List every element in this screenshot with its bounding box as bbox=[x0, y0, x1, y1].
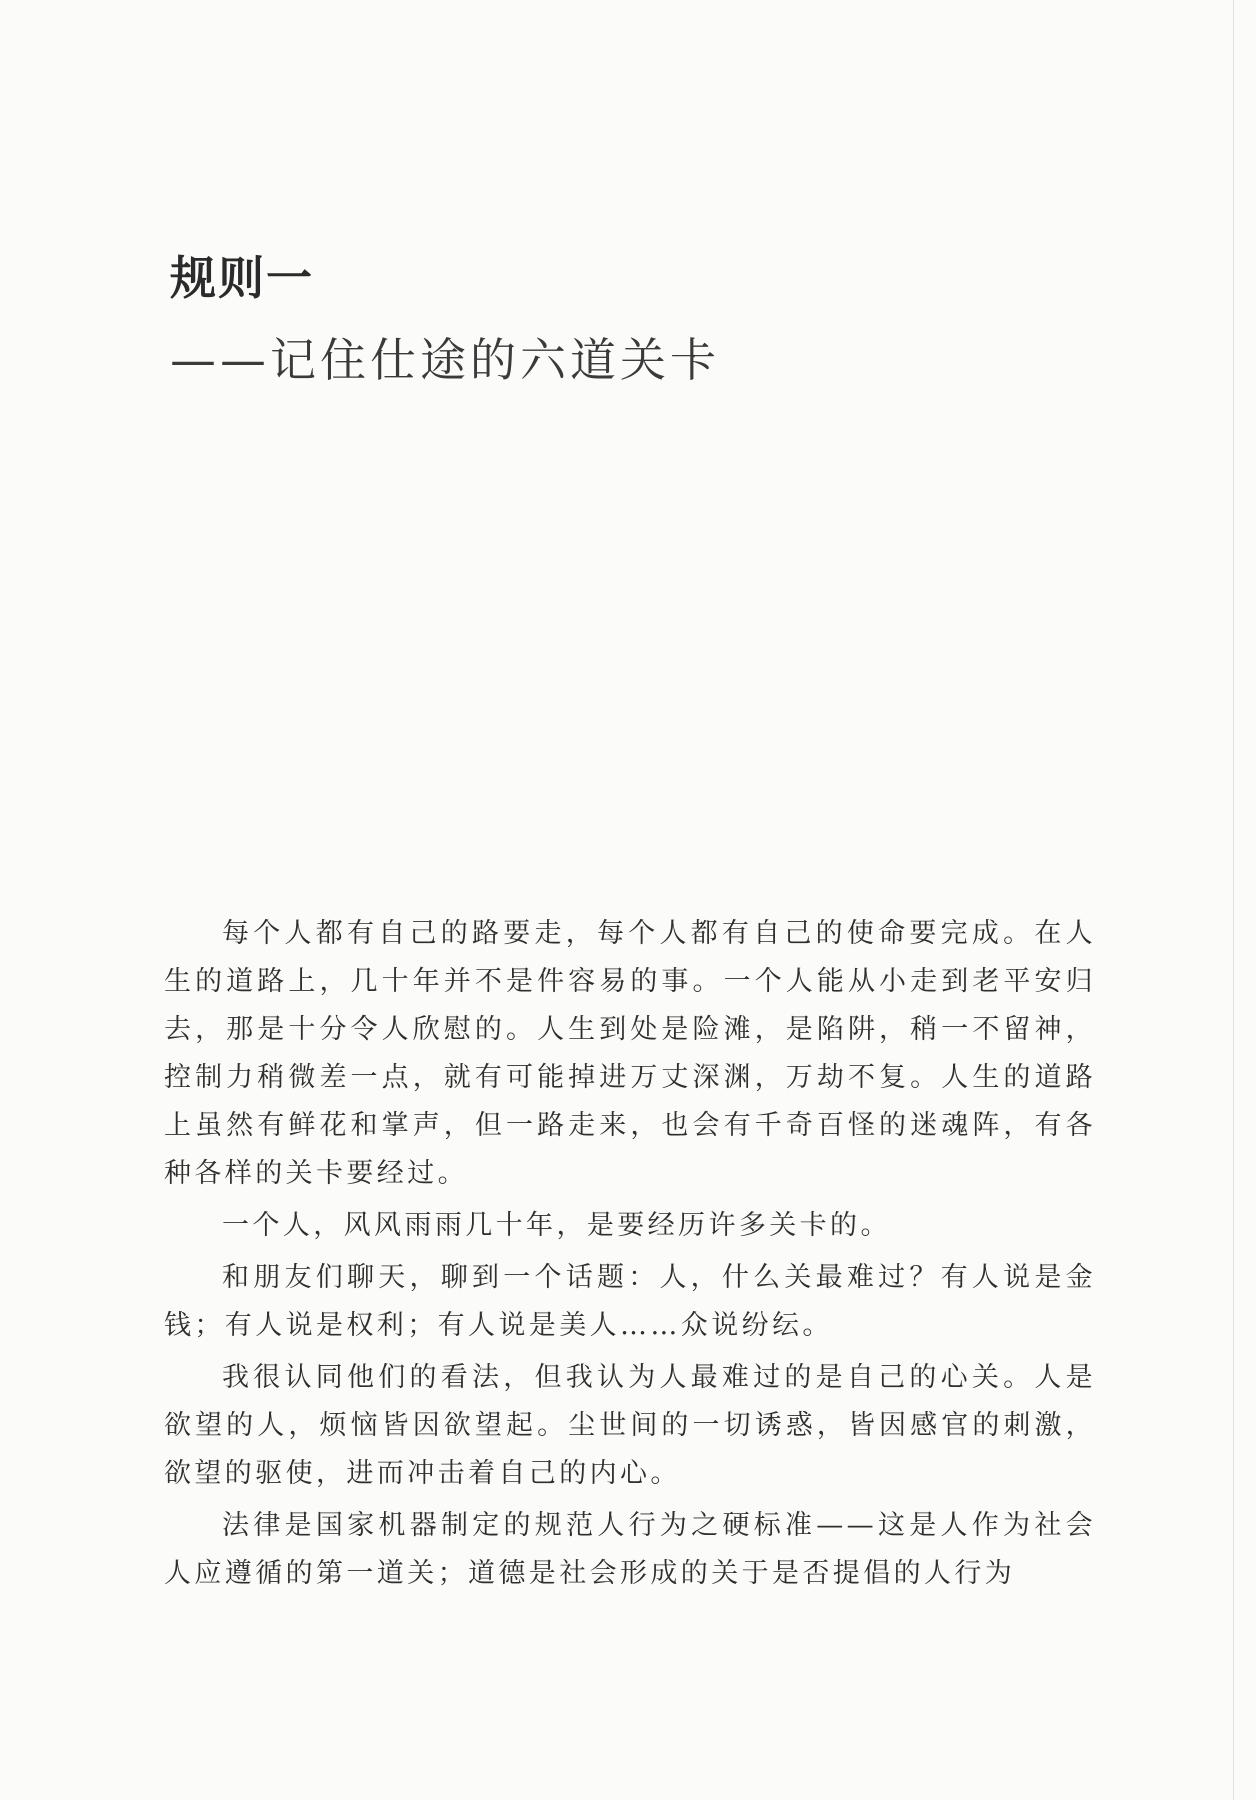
chapter-subtitle: ——记住仕途的六道关卡 bbox=[170, 333, 720, 387]
paragraph-4: 我很认同他们的看法，但我认为人最难过的是自己的心关。人是欲望的人，烦恼皆因欲望起。尘世间的一切诱惑，皆因感官的刺激，欲望的驱使，进而冲击着自己的内心。 bbox=[164, 1362, 1096, 1489]
paragraph-2: 一个人，风风雨雨几十年，是要经历许多关卡的。 bbox=[222, 1210, 891, 1241]
chapter-heading bbox=[170, 248, 1070, 390]
paragraph-1: 每个人都有自己的路要走，每个人都有自己的使命要完成。在人生的道路上，几十年并不是件容易的事。一个人能从小走到老平安归去，那是十分令人欣慰的。人生到处是险滩，是陷阱，稍一不留神，控制力稍微差一点，就有可能掉进万丈深渊，万劫不复。人生的道路上虽然有鲜花和掌声，但一路走来，也会有千奇百怪的迷魂阵，有各种各样的关卡要经过。 bbox=[164, 918, 1096, 1189]
paragraph-5: 法律是国家机器制定的规范人行为之硬标准——这是人作为社会人应遵循的第一道关；道德是社会形成的关于是否提倡的人行为 bbox=[164, 1510, 1096, 1589]
page-edge-line bbox=[1233, 0, 1234, 1800]
paragraph-3: 和朋友们聊天，聊到一个话题：人，什么关最难过？有人说是金钱；有人说是权利；有人说是美人……众说纷纭。 bbox=[164, 1262, 1096, 1341]
body-text bbox=[164, 910, 1096, 1602]
chapter-label: 规则一 bbox=[170, 251, 314, 305]
